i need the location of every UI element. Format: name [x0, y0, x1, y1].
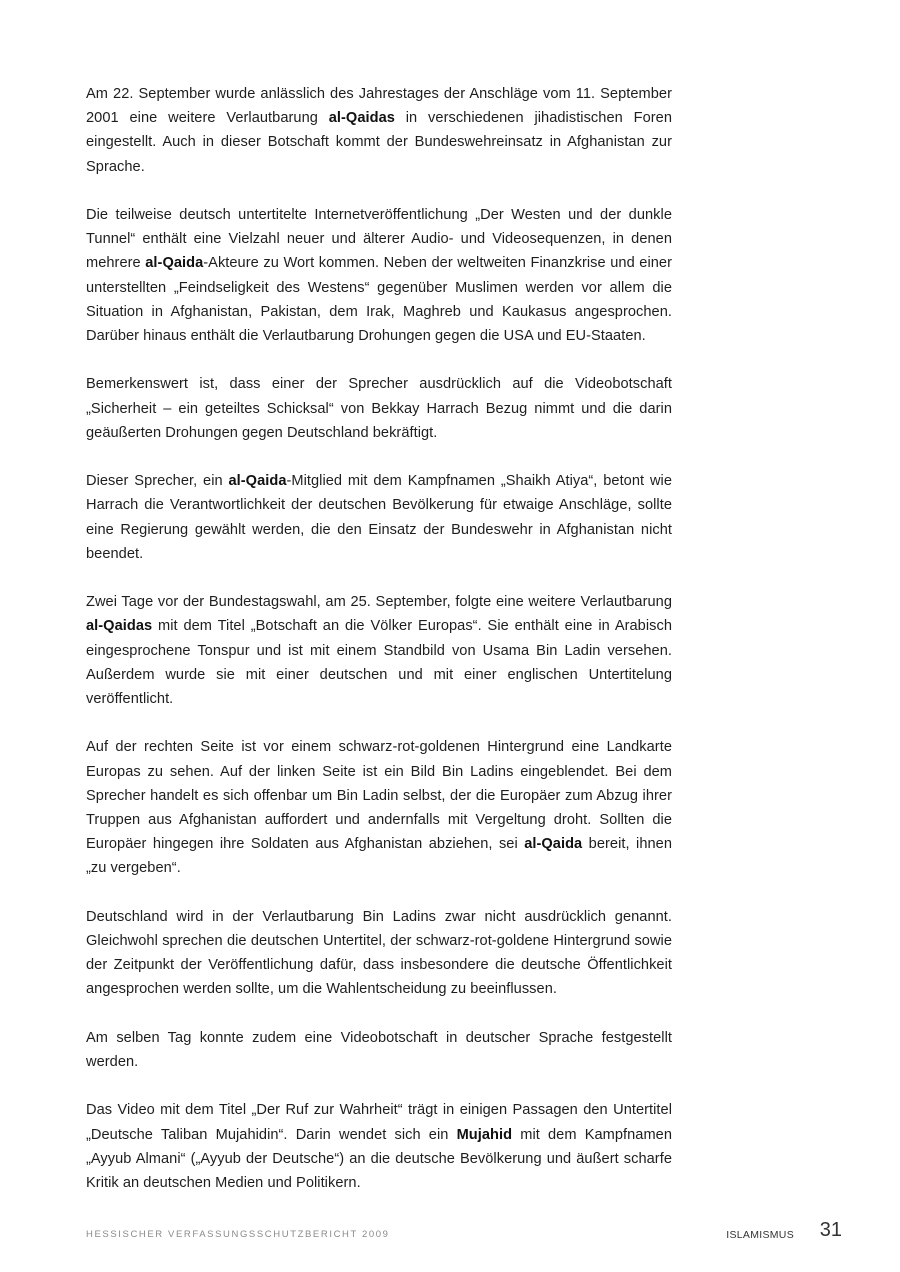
text-run: Die teilweise deutsch untertitelte Internetveröffentlichung „Der Westen und der dunkle Tunnel“ enthält eine Vielzahl neuer und älterer Audio- und Videosequenzen, in denen mehrere	[86, 207, 672, 272]
paragraph	[86, 590, 672, 711]
text-run: Am selben Tag konnte zudem eine Videobotschaft in deutscher Sprache festgestellt werden.	[86, 1029, 672, 1071]
text-run: -Mitglied mit dem Kampfnamen „Shaikh Atiya“, betont wie Harrach die Verantwortlichkeit der deutschen Bevölkerung für etwaige Anschläge, sollte eine Regierung gewählt werden, die den Einsatz der Bundeswehr in Afghanistan nicht beendet.	[86, 473, 672, 562]
paragraph	[86, 905, 672, 1002]
text-run: mit dem Kampfnamen „Ayyub Almani“ („Ayyub der Deutsche“) an die deutsche Bevölkerung und äußert scharfe Kritik an deutschen Medien und Politikern.	[86, 1126, 672, 1192]
paragraph	[86, 82, 672, 179]
emphasized-term: al-Qaida	[228, 473, 287, 490]
paragraph	[86, 1098, 672, 1195]
text-run: Am 22. September wurde anlässlich des Jahrestages der Anschläge vom 11. September 2001 eine weitere Verlautbarung	[86, 86, 672, 127]
text-run: Das Video mit dem Titel „Der Ruf zur Wahrheit“ trägt in einigen Passagen den Untertitel „Deutsche Taliban Mujahidin“. Darin wendet sich ein	[86, 1102, 672, 1143]
emphasized-term: al-Qaidas	[86, 618, 153, 635]
emphasized-term: al-Qaida	[524, 836, 583, 853]
text-run: mit dem Titel „Botschaft an die Völker Europas“. Sie enthält eine in Arabisch eingesprochene Tonspur und ist mit einem Standbild von Usama Bin Ladin versehen. Außerdem wurde sie mit einer deutschen und mit einer englischen Untertitelung veröffentlicht.	[86, 618, 672, 708]
footer-section-label: ISLAMISMUS	[726, 1229, 794, 1241]
text-run: Bemerkenswert ist, dass einer der Sprecher ausdrücklich auf die Videobotschaft „Sicherheit – ein geteiltes Schicksal“ von Bekkay Harrach Bezug nimmt und die darin geäußerten Drohungen gegen Deutschland bekräftigt.	[86, 376, 672, 441]
paragraph	[86, 372, 672, 445]
text-run: bereit, ihnen „zu vergeben“.	[86, 836, 673, 877]
footer-publication-title: HESSISCHER VERFASSUNGSSCHUTZBERICHT 2009	[86, 1229, 390, 1240]
text-run: Auf der rechten Seite ist vor einem schwarz-rot-goldenen Hintergrund eine Landkarte Europas zu sehen. Auf der linken Seite ist ein Bild Bin Ladins eingeblendet. Bei dem Sprecher handelt es sich offenbar um Bin Ladin selbst, der die Europäer zum Abzug ihrer Truppen aus Afghanistan auffordert und andernfalls mit Vergeltung droht. Sollten die Europäer hingegen ihre Soldaten aus Afghanistan abziehen, sei	[86, 739, 672, 853]
emphasized-term: al-Qaidas	[328, 110, 395, 127]
text-run: -Akteure zu Wort kommen. Neben der weltweiten Finanzkrise und einer unterstellten „Feindseligkeit des Westens“ gegenüber Muslimen werden vor allem die Situation in Afghanistan, Pakistan, dem Irak, Maghreb und Kaukasus angesprochen. Darüber hinaus enthält die Verlautbarung Drohungen gegen die USA und EU-Staaten.	[86, 255, 672, 345]
text-run: Deutschland wird in der Verlautbarung Bin Ladins zwar nicht ausdrücklich genannt. Gleichwohl sprechen die deutschen Untertitel, der schwarz-rot-goldene Hintergrund sowie der Zeitpunkt der Veröffentlichung dafür, dass insbesondere die deutsche Öffentlichkeit angesprochen werden sollte, um die Wahlentscheidung zu beeinflussen.	[86, 908, 672, 998]
paragraph	[86, 469, 672, 566]
emphasized-term: Mujahid	[456, 1126, 513, 1143]
text-run: in verschiedenen jihadistischen Foren eingestellt. Auch in dieser Botschaft kommt der Bundeswehreinsatz in Afghanistan zur Sprache.	[86, 110, 672, 175]
paragraph	[86, 203, 672, 348]
text-run: Zwei Tage vor der Bundestagswahl, am 25. September, folgte eine weitere Verlautbarung	[86, 594, 672, 611]
text-run: Dieser Sprecher, ein	[86, 473, 229, 490]
paragraph	[86, 1026, 672, 1074]
paragraph	[86, 735, 672, 880]
emphasized-term: al-Qaida	[145, 255, 204, 272]
body-text	[86, 82, 672, 1219]
page-number: 31	[819, 1219, 842, 1241]
